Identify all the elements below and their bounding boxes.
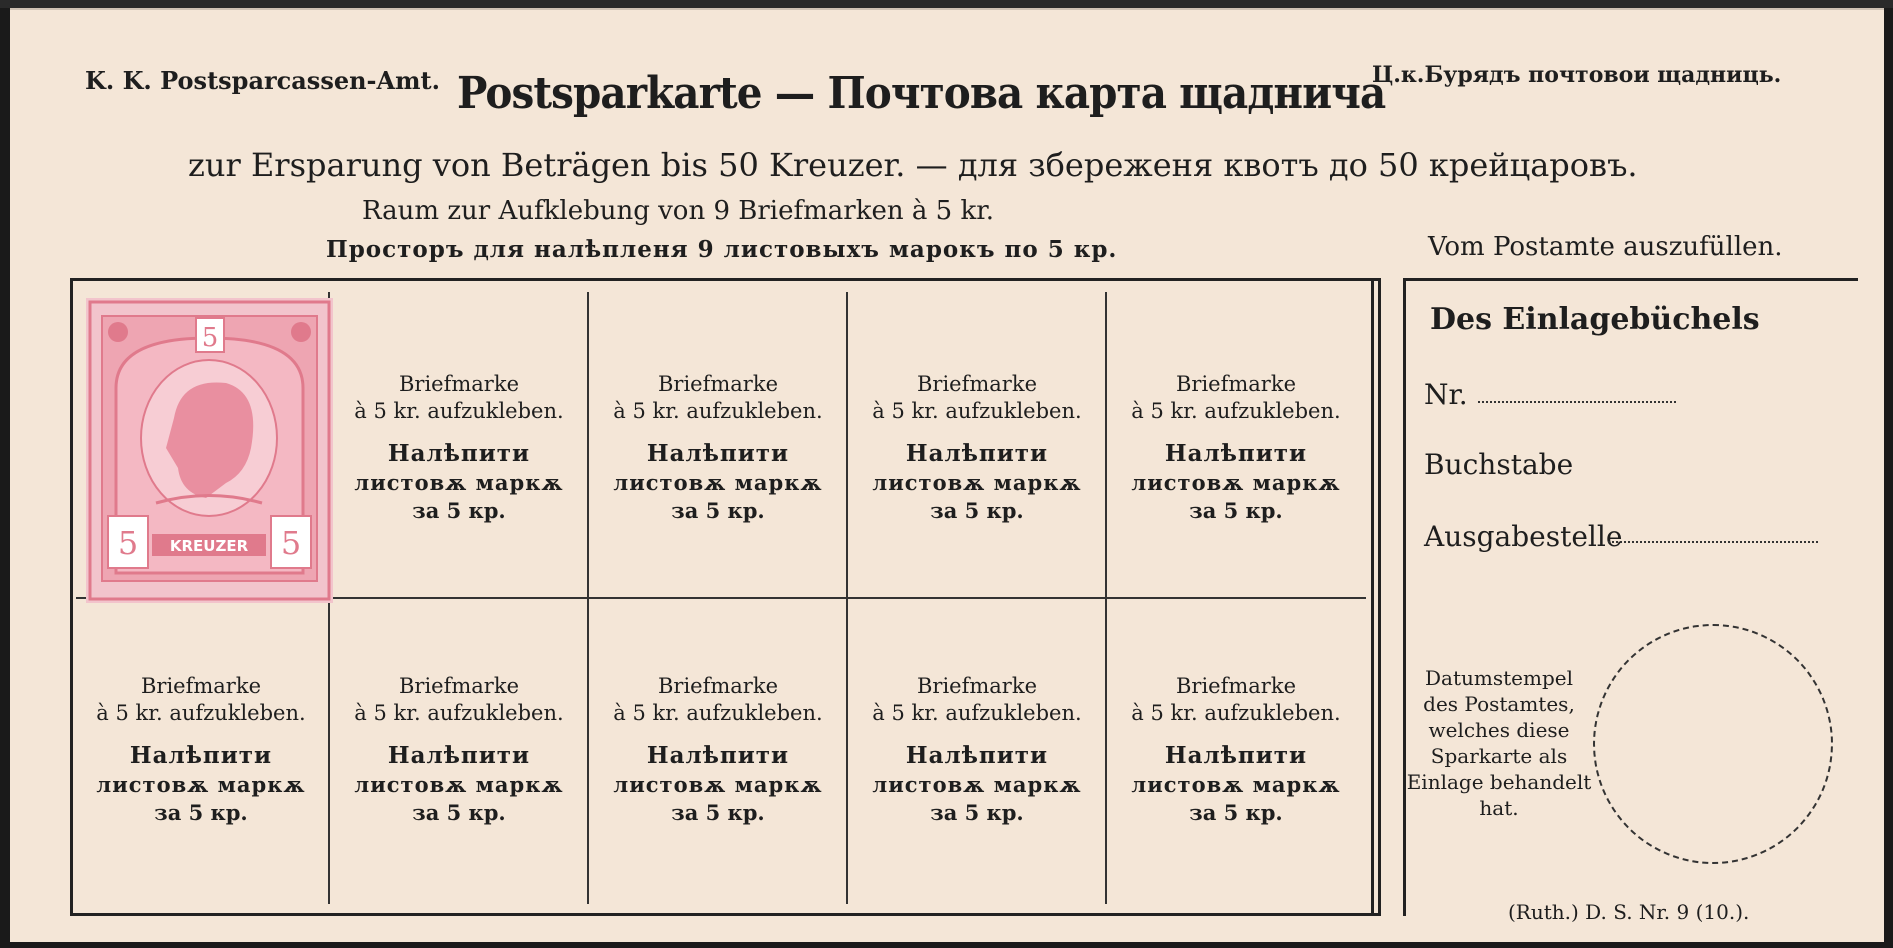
- cell-ru-line3: за 5 кр.: [412, 498, 506, 523]
- ausgabestelle-field[interactable]: [1608, 540, 1818, 543]
- cell-ru-line1: Налѣпити: [1164, 440, 1308, 467]
- cell-ru-line1: Налѣпити: [129, 742, 273, 769]
- cell-ru-line1: Налѣпити: [905, 440, 1049, 467]
- cell-de-line2: à 5 kr. aufzukleben.: [96, 701, 306, 725]
- cell-ru-line2: листовѫ маркѫ: [1131, 772, 1341, 797]
- cell-ru-line1: Налѣпити: [905, 742, 1049, 769]
- date-stamp-note: Datumstempel des Postamtes, welches diese Sparkarte als Einlage behandelt hat.: [1406, 666, 1592, 820]
- stamp-value-left: 5: [117, 524, 139, 562]
- cell-ru-line3: за 5 кр.: [930, 800, 1024, 825]
- cell-ru-line2: листовѫ маркѫ: [872, 470, 1082, 495]
- stamp-box: [330, 600, 588, 900]
- cell-de-line1: Briefmarke: [140, 674, 261, 698]
- purpose-line: zur Ersparung von Beträgen bis 50 Kreuzer. — для збереженя квотъ до 50 крейцаровъ.: [188, 146, 1638, 184]
- cell-ru-line2: листовѫ маркѫ: [96, 772, 306, 797]
- cell-ru-line1: Налѣпити: [1164, 742, 1308, 769]
- stamp-box: [848, 298, 1106, 598]
- cell-ru-line3: за 5 кр.: [1189, 498, 1283, 523]
- cell-de-line2: à 5 kr. aufzukleben.: [872, 399, 1082, 423]
- stamp-box: [589, 298, 847, 598]
- stamp-denomination: KREUZER: [169, 537, 249, 555]
- post-office-fill-note: Vom Postamte auszufüllen.: [1428, 232, 1783, 262]
- cell-de-line2: à 5 kr. aufzukleben.: [613, 399, 823, 423]
- cell-de-line1: Briefmarke: [657, 674, 778, 698]
- cell-de-line2: à 5 kr. aufzukleben.: [1131, 701, 1341, 725]
- stamp-box: [589, 600, 847, 900]
- cell-ru-line3: за 5 кр.: [412, 800, 506, 825]
- cell-ru-line2: листовѫ маркѫ: [613, 772, 823, 797]
- cell-de-line2: à 5 kr. aufzukleben.: [1131, 399, 1341, 423]
- cell-ru-line2: листовѫ маркѫ: [354, 772, 564, 797]
- form-number: (Ruth.) D. S. Nr. 9 (10.).: [1508, 900, 1750, 924]
- printed-stamp: [86, 298, 333, 603]
- stamp-box: [1107, 298, 1365, 598]
- cell-ru-line3: за 5 кр.: [671, 800, 765, 825]
- nr-label: Nr.: [1424, 378, 1468, 411]
- stamp-box: [848, 600, 1106, 900]
- cell-de-line1: Briefmarke: [398, 674, 519, 698]
- cell-ru-line1: Налѣпити: [646, 742, 790, 769]
- space-note-cyrillic: Просторъ для налѣпленя 9 листовыхъ марокъ по 5 кр.: [326, 236, 1118, 263]
- cell-ru-line3: за 5 кр.: [154, 800, 248, 825]
- cell-ru-line1: Налѣпити: [646, 440, 790, 467]
- cell-de-line1: Briefmarke: [398, 372, 519, 396]
- buchstabe-label: Buchstabe: [1424, 448, 1574, 481]
- cell-de-line1: Briefmarke: [657, 372, 778, 396]
- issuer-label: K. K. Postsparcassen-Amt.: [85, 66, 440, 95]
- cell-ru-line2: листовѫ маркѫ: [354, 470, 564, 495]
- stamp-box: [72, 600, 330, 900]
- stamp-value-top: 5: [201, 323, 219, 353]
- cell-ru-line3: за 5 кр.: [671, 498, 765, 523]
- cell-de-line1: Briefmarke: [1175, 674, 1296, 698]
- cell-ru-line3: за 5 кр.: [930, 498, 1024, 523]
- date-stamp-circle: [1593, 624, 1833, 864]
- card-title: Postsparkarte — Почтова карта щаднича: [457, 68, 1386, 119]
- cell-de-line2: à 5 kr. aufzukleben.: [354, 399, 564, 423]
- cell-ru-line1: Налѣпити: [387, 742, 531, 769]
- cell-ru-line2: листовѫ маркѫ: [613, 470, 823, 495]
- postal-savings-card: [10, 8, 1884, 942]
- space-note-german: Raum zur Aufklebung von 9 Briefmarken à 5 kr.: [362, 196, 995, 226]
- cell-de-line2: à 5 kr. aufzukleben.: [613, 701, 823, 725]
- cell-ru-line1: Налѣпити: [387, 440, 531, 467]
- issuer-label-cyrillic: Ц.к.Бурядъ почтовои щадниць.: [1372, 62, 1782, 88]
- stamp-value-right: 5: [280, 524, 302, 562]
- background-edge: [0, 0, 1893, 8]
- cell-de-line1: Briefmarke: [916, 372, 1037, 396]
- nr-field[interactable]: [1478, 400, 1676, 403]
- stamp-box: [330, 298, 588, 598]
- cell-de-line1: Briefmarke: [916, 674, 1037, 698]
- cell-de-line2: à 5 kr. aufzukleben.: [872, 701, 1082, 725]
- cell-ru-line2: листовѫ маркѫ: [872, 772, 1082, 797]
- stamp-box: [1107, 600, 1365, 900]
- cell-ru-line2: листовѫ маркѫ: [1131, 470, 1341, 495]
- ausgabestelle-label: Ausgabestelle: [1424, 520, 1623, 553]
- panel-title: Des Einlagebüchels: [1430, 302, 1760, 337]
- cell-de-line2: à 5 kr. aufzukleben.: [354, 701, 564, 725]
- cell-ru-line3: за 5 кр.: [1189, 800, 1283, 825]
- cell-de-line1: Briefmarke: [1175, 372, 1296, 396]
